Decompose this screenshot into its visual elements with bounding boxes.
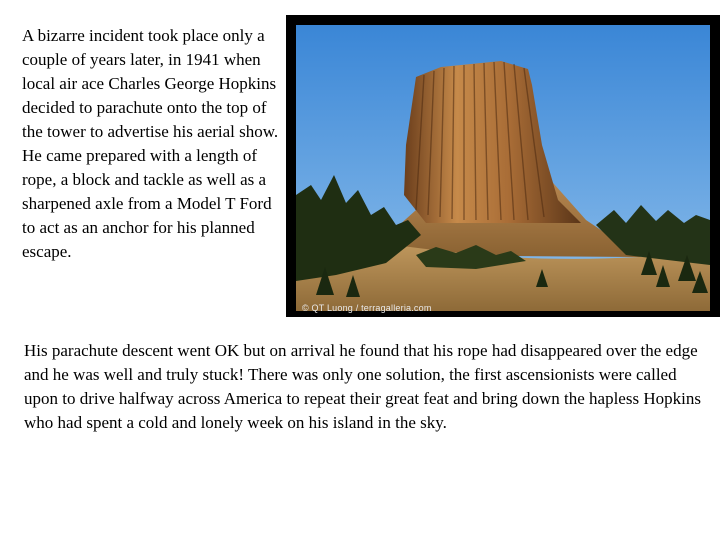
devils-tower-photo	[286, 15, 720, 317]
devils-tower-image	[296, 25, 710, 311]
photo-credit: © QT Luong / terragalleria.com	[302, 303, 432, 313]
intro-paragraph: A bizarre incident took place only a couple of years later, in 1941 when local air ace Charles George Hopkins decided to parachute onto the top of the tower to advertise his aerial show. He came prepared with a length of rope, a block and tackle as well as a sharpened axle from a Model T Ford to act as an anchor for his planned escape.	[22, 26, 279, 261]
body-paragraph: His parachute descent went OK but on arrival he found that his rope had disappeared over the edge and he was well and truly stuck! There was only one solution, the first ascensionists were called upon to drive halfway across America to repeat their great feat and bring down the hapless Hopkins who had spent a cold and lonely week on his island in the sky.	[24, 341, 701, 432]
